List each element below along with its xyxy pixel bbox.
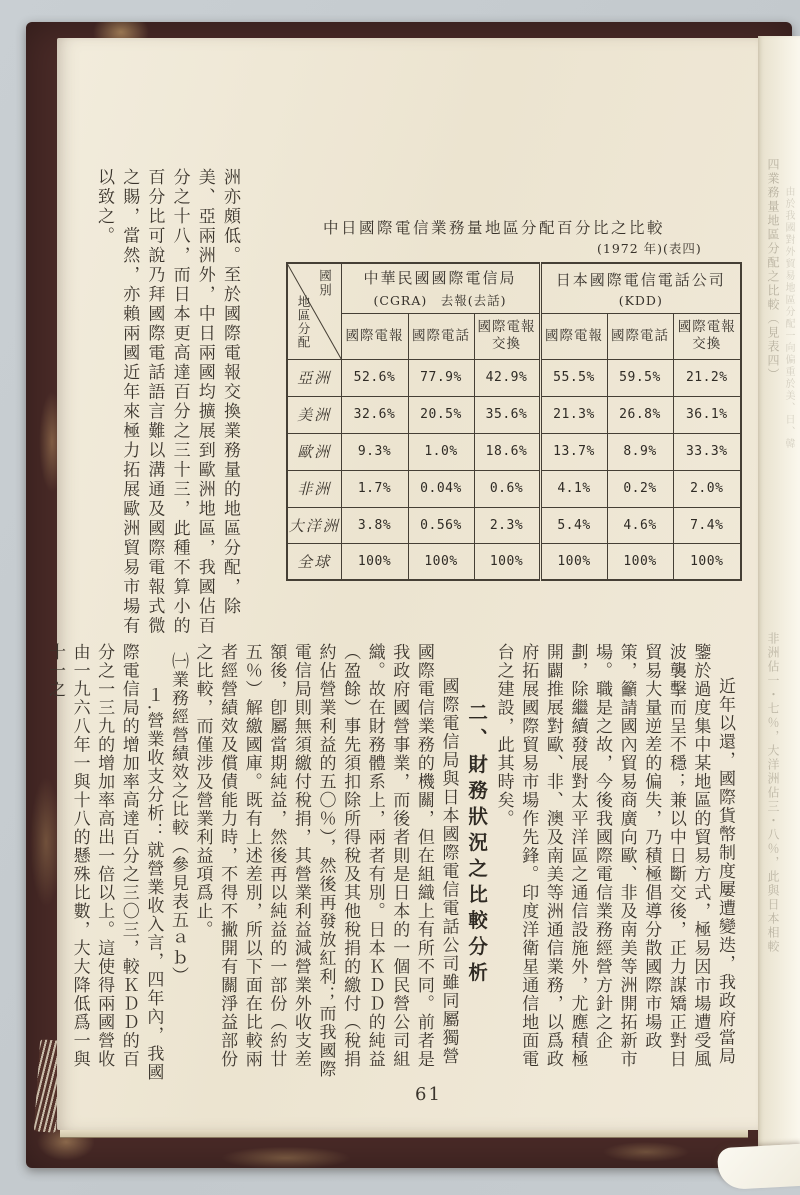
data-cell: 4.6% — [607, 507, 673, 543]
row-label: 非洲 — [287, 470, 341, 507]
data-cell: 1.7% — [341, 470, 408, 507]
row-label: 全球 — [287, 543, 341, 580]
data-cell: 20.5% — [408, 396, 474, 433]
data-cell: 100% — [673, 543, 741, 580]
group-header-kdd-name: 日本國際電信電話公司 — [555, 270, 726, 289]
telecom-distribution-table — [286, 262, 742, 581]
data-cell: 18.6% — [474, 433, 540, 470]
data-cell: 100% — [474, 543, 540, 580]
row-label: 亞洲 — [287, 359, 341, 396]
data-cell: 32.6% — [341, 396, 408, 433]
table-row — [287, 359, 741, 396]
section-heading-financial-comparison: 二、財務狀況之比較分析 — [465, 701, 489, 988]
data-cell: 0.56% — [408, 507, 474, 543]
data-cell: 100% — [408, 543, 474, 580]
data-cell: 36.1% — [673, 396, 741, 433]
data-cell: 0.6% — [474, 470, 540, 507]
data-cell: 13.7% — [540, 433, 607, 470]
body-text-block — [44, 643, 737, 1081]
corner-label-region: 地區分配 — [296, 294, 311, 349]
group-header-cgra-name: 中華民國國際電信局 — [363, 269, 517, 288]
group-header-kdd-sub: (KDD) — [618, 292, 663, 308]
data-cell: 5.4% — [540, 507, 607, 543]
col-header: 國際電話 — [607, 313, 673, 359]
body-paragraph-trade-policy: 近年以還，國際貨幣制度屢遭變迭，我政府當局鑒於過度集中某地區的貿易方式，極易因市場遭受風波襲擊而呈不穩；兼以中日斷交後，正力謀矯正對日貿易大量逆差的偏失，乃積極倡導分散國際市場政策，籲請國內貿易商廣向歐、非及南美等洲開拓新市場。職是之故，今後我國際電信業務經營方針之企劃，除繼續發展對太平洋區之通信設施外，尤應積極開闢推展對歐、非、澳及南美等洲通信業務，以爲政府拓展國際貿易市場作先鋒。印度洋衛星通信地面電台之建設，此其時矣。 — [493, 643, 735, 1069]
data-cell: 26.8% — [607, 396, 673, 433]
data-cell: 100% — [607, 543, 673, 580]
row-label: 大洋洲 — [287, 507, 341, 543]
data-cell: 0.2% — [607, 470, 673, 507]
data-cell: 100% — [540, 543, 607, 580]
fore-edge — [758, 36, 800, 1148]
group-header-kdd — [540, 263, 741, 313]
col-header: 國際電報 — [341, 313, 408, 359]
data-cell: 77.9% — [408, 359, 474, 396]
data-cell: 100% — [341, 543, 408, 580]
data-cell: 4.1% — [540, 470, 607, 507]
group-header-cgra-sub: (CGRA) 去報(去話) — [373, 293, 507, 309]
page-number: 61 — [415, 1084, 442, 1105]
body-paragraph-organization-difference: 國際電信局與日本國際電信電話公司雖同屬獨營國際電信業務的機關，但在組織上有所不同。前者是我政府國營事業，而後者則是日本的一個民營公司組織。故在財務體系上，兩者有別。日本ＫＤＤ的純益（盈餘）事先須扣除所得稅及其他稅捐的繳付（稅捐約佔營業利益的五〇％），然後再發放紅利；而我國際電信局則無須繳付稅捐，其營業利益減營業外收支差額後，卽屬當期純益，然後再以純益的一部份（約廿五％）解繳國庫。既有上述差別，所以下面在比較兩者經營績效及償債能力時，不得不撇開有關淨益部份之比較，而僅涉及營業利益項爲止。 — [192, 643, 459, 1079]
data-cell: 55.5% — [540, 359, 607, 396]
table-row — [287, 396, 741, 433]
curled-page-corner — [717, 1144, 800, 1190]
table-row — [287, 507, 741, 543]
paragraph-region-distribution: 洲亦頗低。至於國際電報交換業務量的地區分配，除美、亞兩洲外，中日兩國均擴展到歐洲地區，我國佔百分之十八，而日本更高達百分之三十三，此種不算小的百分比可說乃拜國際電話語言難以溝通及國際電報式微之賜，當然，亦賴兩國近年來極力拓展歐洲貿易市場有以致之。 — [93, 168, 240, 636]
table-caption-year: (1972 年)(表四) — [597, 241, 702, 256]
col-header: 國際電話 — [408, 313, 474, 359]
data-cell: 21.2% — [673, 359, 741, 396]
bleed-text-adjacent-page: 非洲佔一・七％，大洋洲佔三・八％，此與日本相較 — [766, 632, 780, 954]
data-cell: 35.6% — [474, 396, 540, 433]
row-label: 歐洲 — [287, 433, 341, 470]
data-cell: 33.3% — [673, 433, 741, 470]
bleed-text-adjacent-page: 由於我國對外貿易地區分配一向偏重於美、日、韓 — [783, 186, 794, 450]
data-cell: 0.04% — [408, 470, 474, 507]
book-page — [44, 38, 763, 1130]
row-label: 美洲 — [287, 396, 341, 433]
list-item-revenue-analysis: １.營業收支分析：就營業收入言，四年內，我國際電信局的增加率高達百分之三〇三，較ＫＤＤ的百分之一三九的增加率高出一倍以上。這使得兩國營收由一九六八年一與十八的懸殊比數，大大降低爲一與十一之 — [44, 643, 164, 1081]
group-header-cgra — [341, 263, 540, 313]
data-cell: 2.3% — [474, 507, 540, 543]
data-cell: 1.0% — [408, 433, 474, 470]
col-header: 國際電報交換 — [474, 313, 540, 359]
data-cell: 2.0% — [673, 470, 741, 507]
data-cell: 3.8% — [341, 507, 408, 543]
col-header: 國際電報交換 — [673, 313, 741, 359]
col-header: 國際電報 — [540, 313, 607, 359]
table-row — [287, 433, 741, 470]
table-title: 中日國際電信業務量地區分配百分比之比較 — [323, 219, 666, 237]
corner-cell — [287, 263, 341, 359]
data-cell: 59.5% — [607, 359, 673, 396]
table-row — [287, 543, 741, 580]
data-cell: 52.6% — [341, 359, 408, 396]
data-cell: 42.9% — [474, 359, 540, 396]
data-cell: 21.3% — [540, 396, 607, 433]
data-cell: 8.9% — [607, 433, 673, 470]
data-cell: 9.3% — [341, 433, 408, 470]
data-cell: 7.4% — [673, 507, 741, 543]
table-row — [287, 470, 741, 507]
bleed-text-adjacent-page: 四業務量地區分配之比較（見表四） — [766, 158, 780, 382]
corner-label-country: 國別 — [317, 269, 333, 298]
list-item-operating-performance: ㈠業務經營績效之比較（參見表五ａｂ） — [167, 651, 188, 985]
